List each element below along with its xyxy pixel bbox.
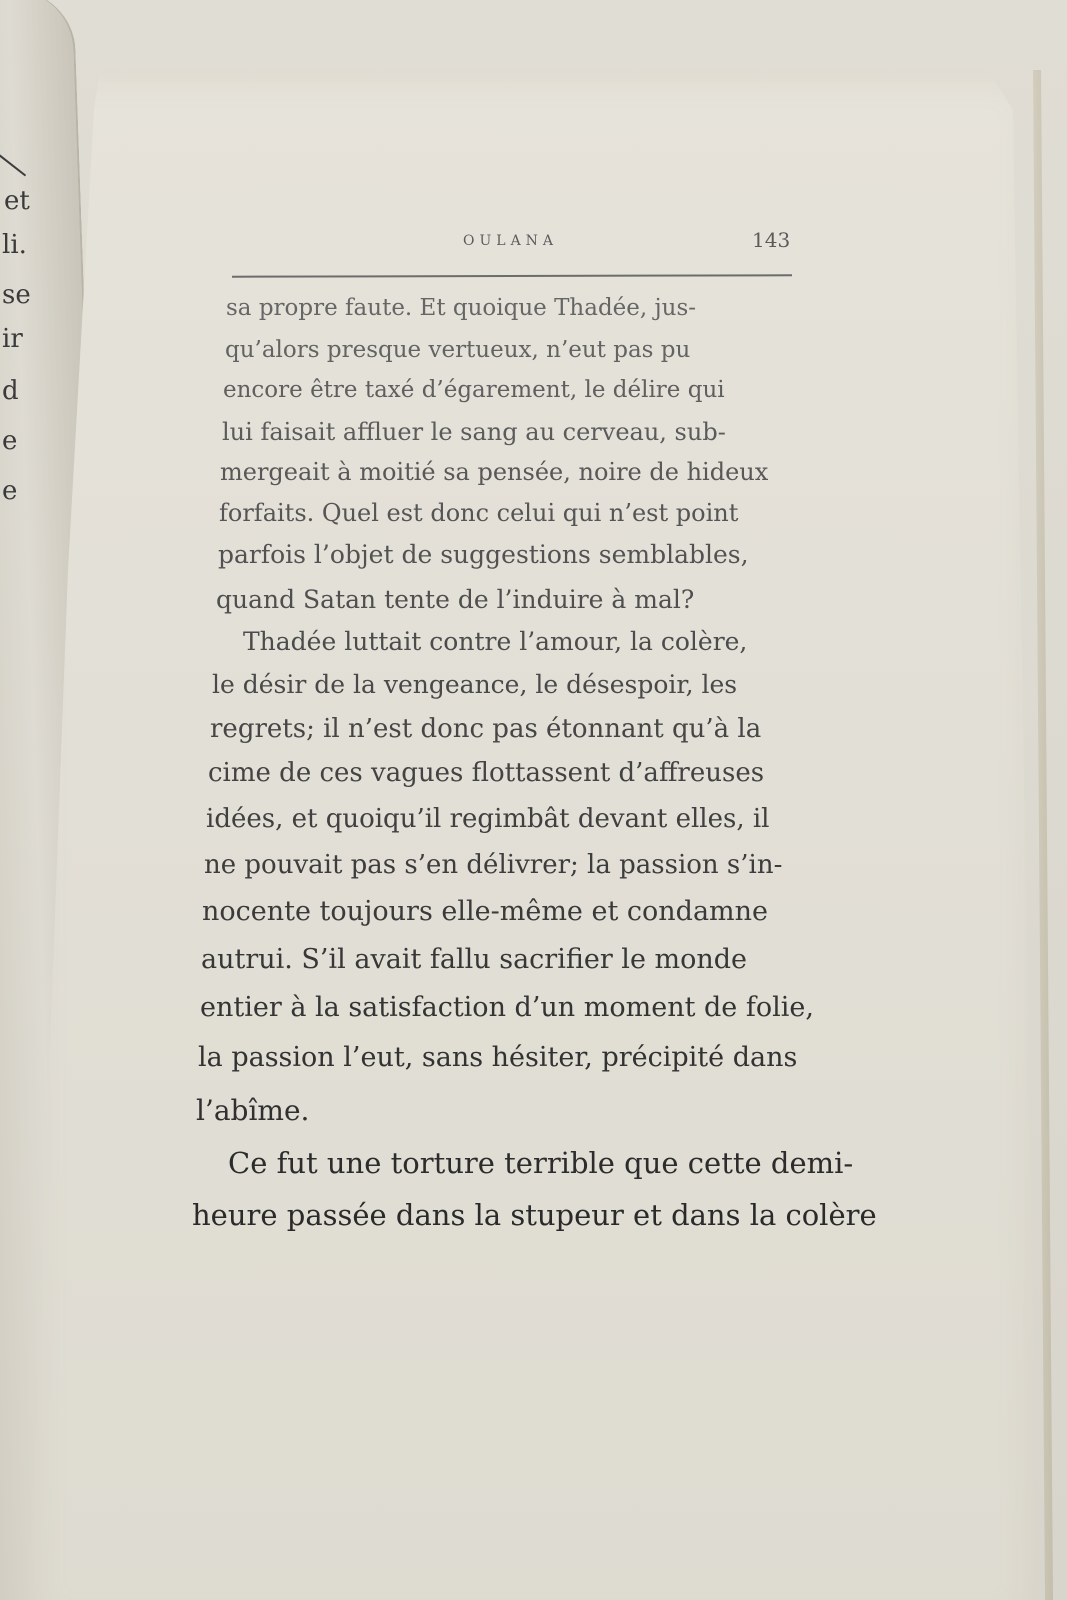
text-line: quand Satan tente de l’induire à mal? [216, 585, 695, 614]
text-line: entier à la satisfaction d’un moment de folie, [200, 992, 814, 1023]
text-line: qu’alors presque vertueux, n’eut pas pu [225, 337, 691, 363]
running-title: OULANA [463, 233, 559, 249]
text-line: regrets; il n’est donc pas étonnant qu’à la [210, 714, 762, 744]
text-line: cime de ces vagues flottassent d’affreuses [208, 758, 765, 788]
text-line: Thadée luttait contre l’amour, la colère, [243, 627, 748, 656]
text-line: mergeait à moitié sa pensée, noire de hideux [220, 458, 769, 486]
previous-page-fragment: d [2, 376, 19, 406]
text-line: ne pouvait pas s’en délivrer; la passion s’in- [204, 850, 783, 880]
text-line: Ce fut une torture terrible que cette demi- [228, 1146, 854, 1180]
previous-page-fragment: ir [2, 324, 23, 354]
text-line: lui faisait affluer le sang au cerveau, sub- [222, 418, 726, 446]
previous-page-fragment: se [2, 280, 31, 310]
text-line: autrui. S’il avait fallu sacrifier le monde [201, 944, 748, 975]
page-number: 143 [752, 228, 791, 252]
text-line: le désir de la vengeance, le désespoir, les [212, 670, 738, 699]
page-edge [1033, 70, 1053, 1600]
previous-page-fragment: e [2, 426, 18, 456]
text-line: parfois l’objet de suggestions semblables, [218, 540, 749, 569]
text-line: sa propre faute. Et quoique Thadée, jus- [226, 295, 697, 321]
text-line: idées, et quoiqu’il regimbât devant elles, il [206, 804, 770, 834]
previous-page-fragment: li. [2, 230, 27, 260]
previous-page-fragment: e [2, 476, 18, 506]
text-line: la passion l’eut, sans hésiter, précipité dans [198, 1042, 798, 1073]
text-line: forfaits. Quel est donc celui qui n’est point [219, 499, 739, 527]
previous-page-fragment: et [4, 186, 30, 216]
text-line: heure passée dans la stupeur et dans la colère [192, 1198, 877, 1232]
text-line: nocente toujours elle-même et condamne [202, 896, 769, 927]
text-line: encore être taxé d’égarement, le délire qui [223, 377, 725, 403]
text-line: l’abîme. [196, 1094, 310, 1127]
